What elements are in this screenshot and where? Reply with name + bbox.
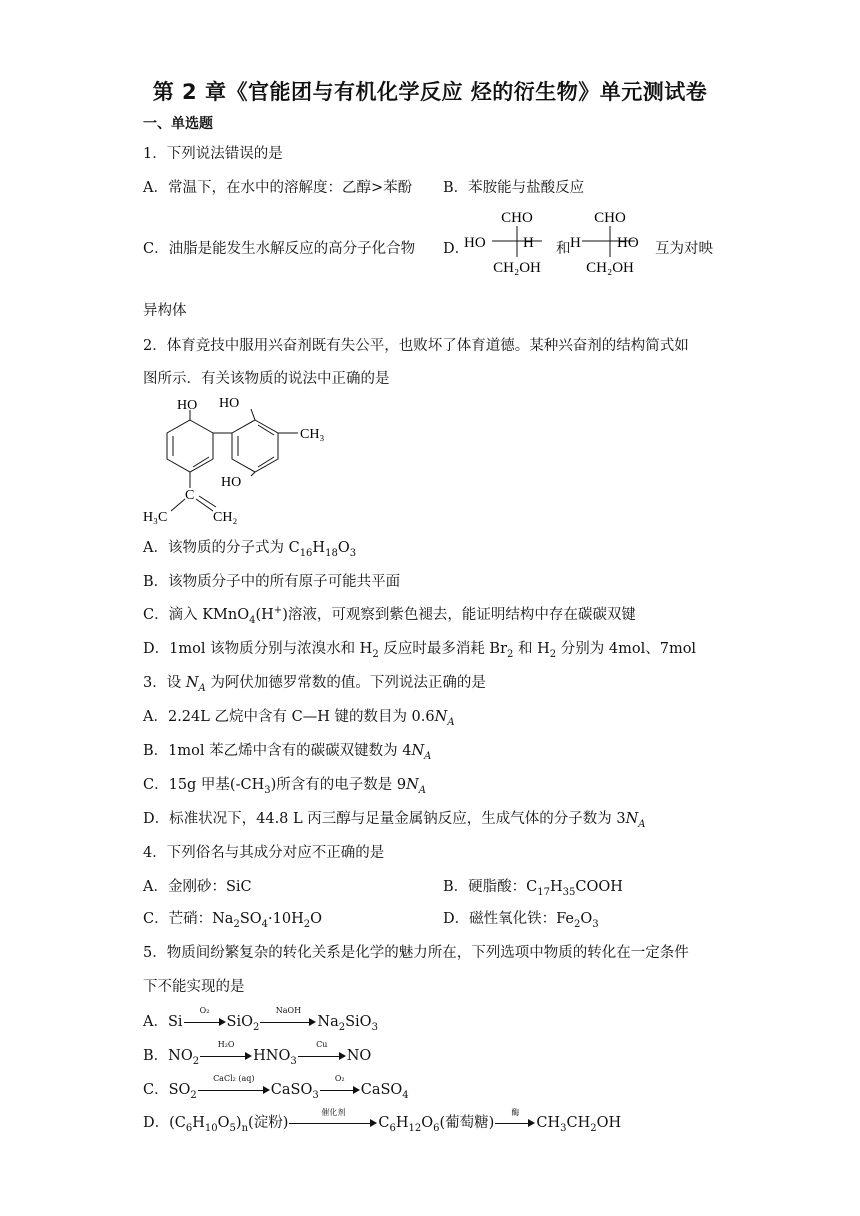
q5-option-b: B．$NO_2$ H₂O $HNO_3$ Cu NO xyxy=(143,1040,372,1067)
reaction-arrow: 酶 xyxy=(495,1116,535,1130)
struct-oh-3: HO xyxy=(221,475,242,490)
reaction-arrow: Cu xyxy=(298,1049,346,1063)
section-heading: 一、单选题 xyxy=(143,116,213,132)
page-title: 第 2 章《官能团与有机化学反应 烃的衍生物》单元测试卷 xyxy=(152,80,708,104)
q4-option-a: A．金刚砂：SiC xyxy=(143,879,252,895)
q3-option-b: B．1mol 苯乙烯中含有的碳碳双键数为 $4N_A$ xyxy=(143,743,432,762)
struct-oh-2: HO xyxy=(219,396,240,411)
reaction-arrow: O₂ xyxy=(320,1083,360,1097)
reaction-arrow: O₂ xyxy=(184,1015,226,1029)
q4-stem: 4．下列俗名与其成分对应不正确的是 xyxy=(143,845,385,861)
q4-option-b: B．硬脂酸：$C_{17}H_{35}COOH$ xyxy=(443,879,623,898)
fischer2-bottom: CH₂OH xyxy=(586,260,634,276)
reaction-arrow: CaCl₂ (aq) xyxy=(198,1083,270,1097)
q1-option-c: C．油脂是能发生水解反应的高分子化合物 xyxy=(143,241,416,257)
q1-stem: 1．下列说法错误的是 xyxy=(143,146,283,162)
fischer2-top: CHO xyxy=(594,210,626,226)
q5-stem-line1: 5．物质间纷繁复杂的转化关系是化学的魅力所在，下列选项中物质的转化在一定条件 xyxy=(143,945,689,961)
fischer2-right: HO xyxy=(617,235,639,251)
q2-stem-line1: 2．体育竞技中服用兴奋剂既有失公平，也败坏了体育道德。某种兴奋剂的结构简式如 xyxy=(143,338,689,354)
q3-option-a: A．2.24L 乙烷中含有 C—H 键的数目为 $0.6N_A$ xyxy=(143,709,455,728)
fischer2-left: H xyxy=(570,235,581,251)
struct-ch3: CH₃ xyxy=(300,427,325,442)
q5-option-a: A．Si O₂ SiO$_2$ NaOH $Na_2SiO_3$ xyxy=(143,1006,378,1033)
fischer-projection-1 xyxy=(462,207,562,277)
fischer1-top: CHO xyxy=(501,210,533,226)
struct-oh-1: HO xyxy=(177,398,198,413)
q2-option-b: B．该物质分子中的所有原子可能共平面 xyxy=(143,574,401,590)
q2-option-d: D．1mol 该物质分别与浓溴水和 $H_2$ 反应时最多消耗 $Br_2$ 和 $H_2$ 分别为 4mol、7mol xyxy=(143,641,697,660)
struct-ch2: CH₂ xyxy=(213,510,238,525)
struct-h3c: H₃C xyxy=(143,510,168,525)
q2-option-a: A．该物质的分子式为 $C_{16}H_{18}O_3$ xyxy=(143,540,357,559)
q3-stem: 3．设 $N_A$ 为阿伏加德罗常数的值。下列说法正确的是 xyxy=(143,675,486,694)
fischer1-bottom: CH₂OH xyxy=(493,260,541,276)
struct-c: C xyxy=(185,488,195,503)
q2-structure-diagram xyxy=(143,393,343,528)
q1-d-suffix: 互为对映 xyxy=(655,241,713,257)
q1-option-b: B．苯胺能与盐酸反应 xyxy=(443,180,585,196)
fischer-projection-2 xyxy=(570,207,660,277)
q4-option-d: D．磁性氧化铁：$Fe_2O_3$ xyxy=(443,911,599,930)
q3-option-c: C．15g 甲基$(-CH_3)$所含有的电子数是 $9N_A$ xyxy=(143,777,427,796)
reaction-arrow: 催化剂 xyxy=(289,1116,377,1130)
q5-stem-line2: 下不能实现的是 xyxy=(143,979,245,995)
q1-option-a: A．常温下，在水中的溶解度：乙醇>苯酚 xyxy=(143,180,413,196)
q2-stem-line2: 图所示．有关该物质的说法中正确的是 xyxy=(143,371,390,387)
reaction-arrow: NaOH xyxy=(260,1015,316,1029)
q1-d-and: 和 xyxy=(556,241,571,257)
q5-option-d: D．$(C_6H_{10}O_5)_n$(淀粉) 催化剂 $C_6H_{12}O_6$(葡萄糖) 酶 $CH_3CH_2OH$ xyxy=(143,1108,622,1134)
q1-option-d-prefix: D． xyxy=(443,241,470,257)
reaction-arrow: H₂O xyxy=(200,1049,252,1063)
fischer1-left: HO xyxy=(464,235,486,251)
q1-d-continued: 异构体 xyxy=(143,303,187,319)
q2-option-c: C．滴入 KMnO$_4$(H+)溶液，可观察到紫色褪去，能证明结构中存在碳碳双键 xyxy=(143,605,636,626)
q4-option-c: C．芒硝：$Na_2SO_4\cdot 10H_2O$ xyxy=(143,911,323,930)
q3-option-d: D．标准状况下，44.8 L 丙三醇与足量金属钠反应，生成气体的分子数为 $3N_A$ xyxy=(143,811,646,830)
q5-option-c: C．$SO_2$ CaCl₂ (aq) CaSO$_3$ O₂ CaSO$_4$ xyxy=(143,1074,409,1101)
fischer1-right: H xyxy=(523,235,534,251)
